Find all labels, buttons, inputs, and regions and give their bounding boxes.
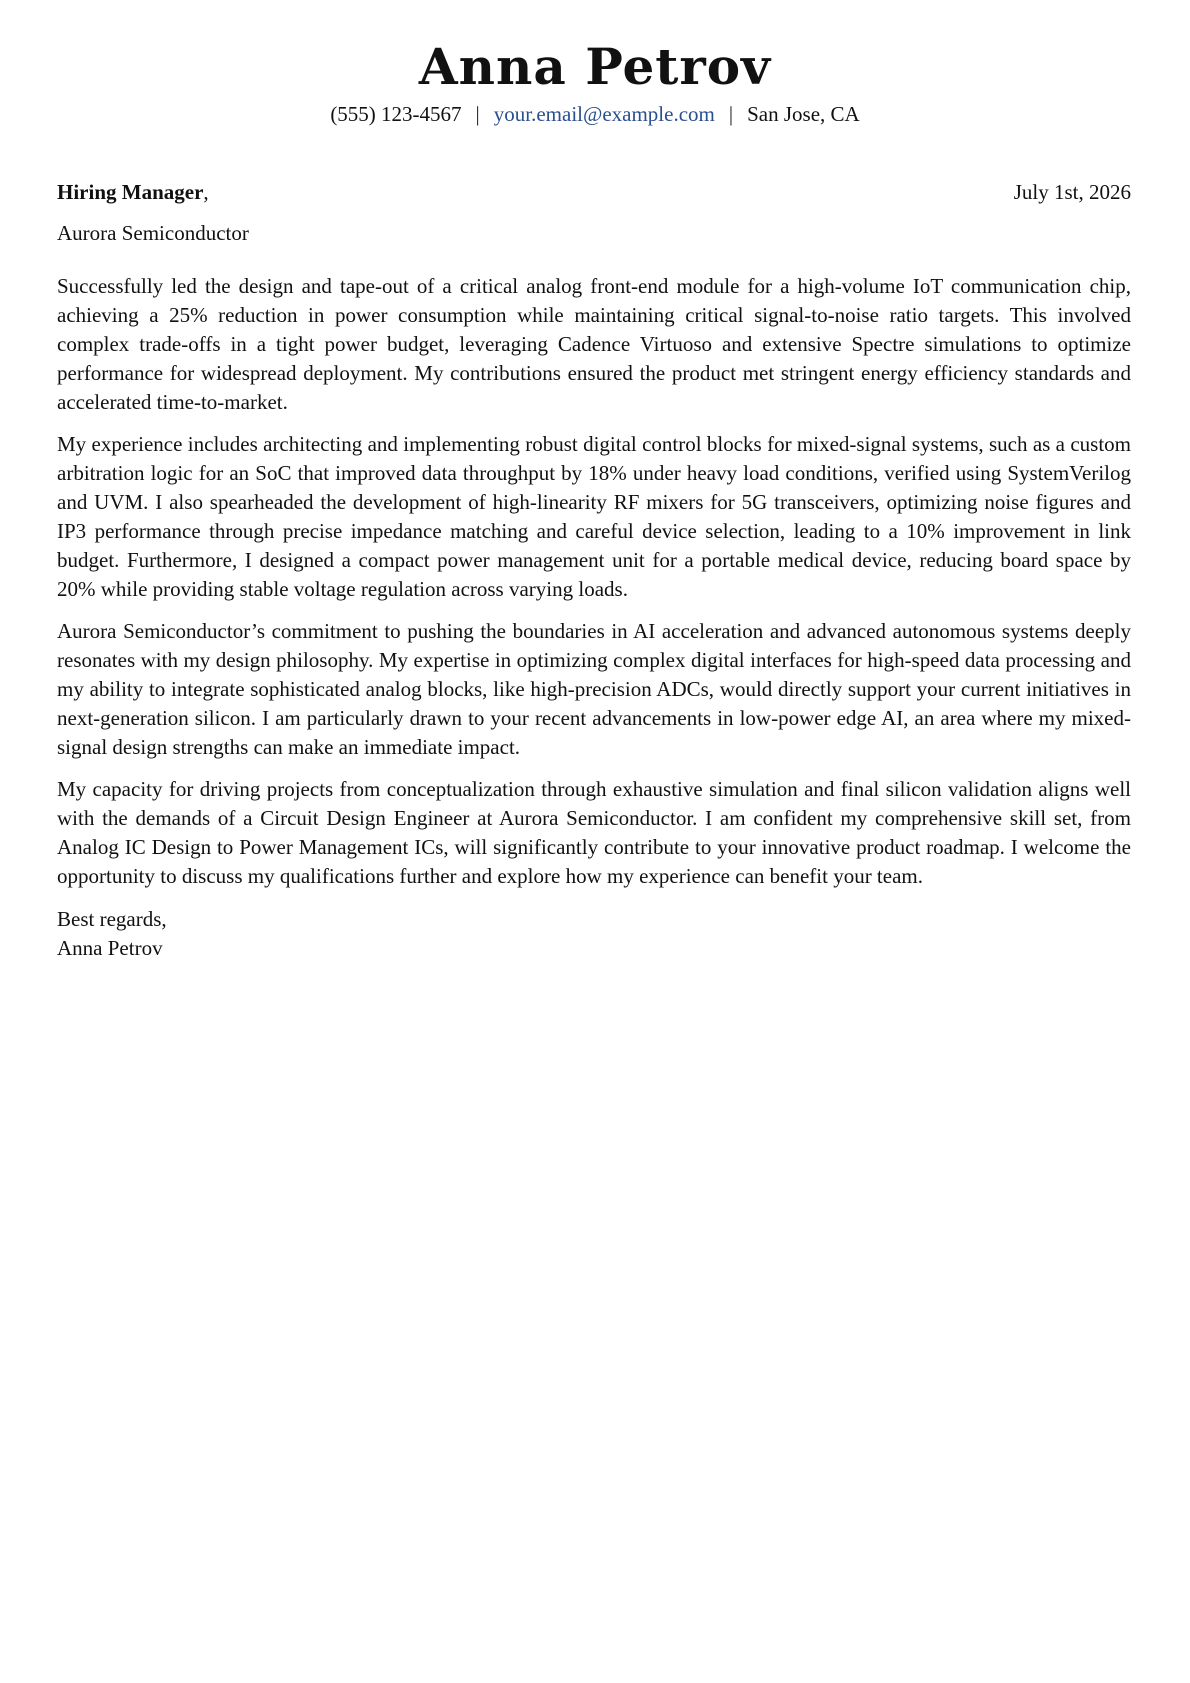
recipient-row: [57, 178, 1131, 207]
letter-header: [0, 38, 1190, 128]
separator: |: [728, 101, 734, 126]
letter-body: [57, 178, 1131, 963]
body-paragraph: Aurora Semiconductor’s commitment to pushing the boundaries in AI acceleration and advanced autonomous systems deeply resonates with my design philosophy. My expertise in optimizing complex digital interfaces for high-speed data processing and my ability to integrate sophisticated analog blocks, like high-precision ADCs, would directly support your current initiatives in next-generation silicon. I am particularly drawn to your recent advancements in low-power edge AI, an area where my mixed-signal design strengths can make an immediate impact.: [57, 619, 1131, 759]
location: San Jose, CA: [747, 101, 860, 126]
letter-date: July 1st, 2026: [1013, 180, 1131, 204]
phone-number: (555) 123-4567: [330, 101, 462, 126]
body-paragraph: My experience includes architecting and implementing robust digital control blocks for mixed-signal systems, such as a custom arbitration logic for an SoC that improved data throughput by 18% under heavy load conditions, verified using SystemVerilog and UVM. I also spearheaded the development of high-linearity RF mixers for 5G transceivers, optimizing noise figures and IP3 performance through precise impedance matching and careful device selection, leading to a 10% improvement in link budget. Furthermore, I designed a compact power management unit for a portable medical device, reducing board space by 20% while providing stable voltage regulation across varying loads.: [57, 432, 1131, 601]
recipient-name: Hiring Manager: [57, 180, 204, 204]
recipient-comma: ,: [203, 180, 209, 204]
applicant-name: Anna Petrov: [418, 37, 772, 96]
signature-name: Anna Petrov: [57, 936, 163, 960]
separator: |: [475, 101, 480, 126]
contact-line: [0, 100, 1190, 128]
closing: [57, 905, 1131, 963]
recipient-company: Aurora Semiconductor: [57, 221, 249, 245]
body-paragraph: Successfully led the design and tape-out of a critical analog front-end module for a high-volume IoT communication chip, achieving a 25% reduction in power consumption while maintaining critical signal-to-noise ratio targets. This involved complex trade-offs in a tight power budget, leveraging Cadence Virtuoso and extensive Spectre simulations to optimize performance for widespread deployment. My contributions ensured the product met stringent energy efficiency standards and accelerated time-to-market.: [57, 274, 1131, 414]
closing-salutation: Best regards,: [57, 907, 167, 931]
body-paragraph: My capacity for driving projects from conceptualization through exhaustive simulation and final silicon validation aligns well with the demands of a Circuit Design Engineer at Aurora Semiconductor. I am confident my comprehensive skill set, from Analog IC Design to Power Management ICs, will significantly contribute to your innovative product roadmap. I welcome the opportunity to discuss my qualifications further and explore how my experience can benefit your team.: [57, 777, 1131, 888]
recipient-line: [57, 178, 209, 207]
email-link[interactable]: your.email@example.com: [493, 101, 715, 126]
